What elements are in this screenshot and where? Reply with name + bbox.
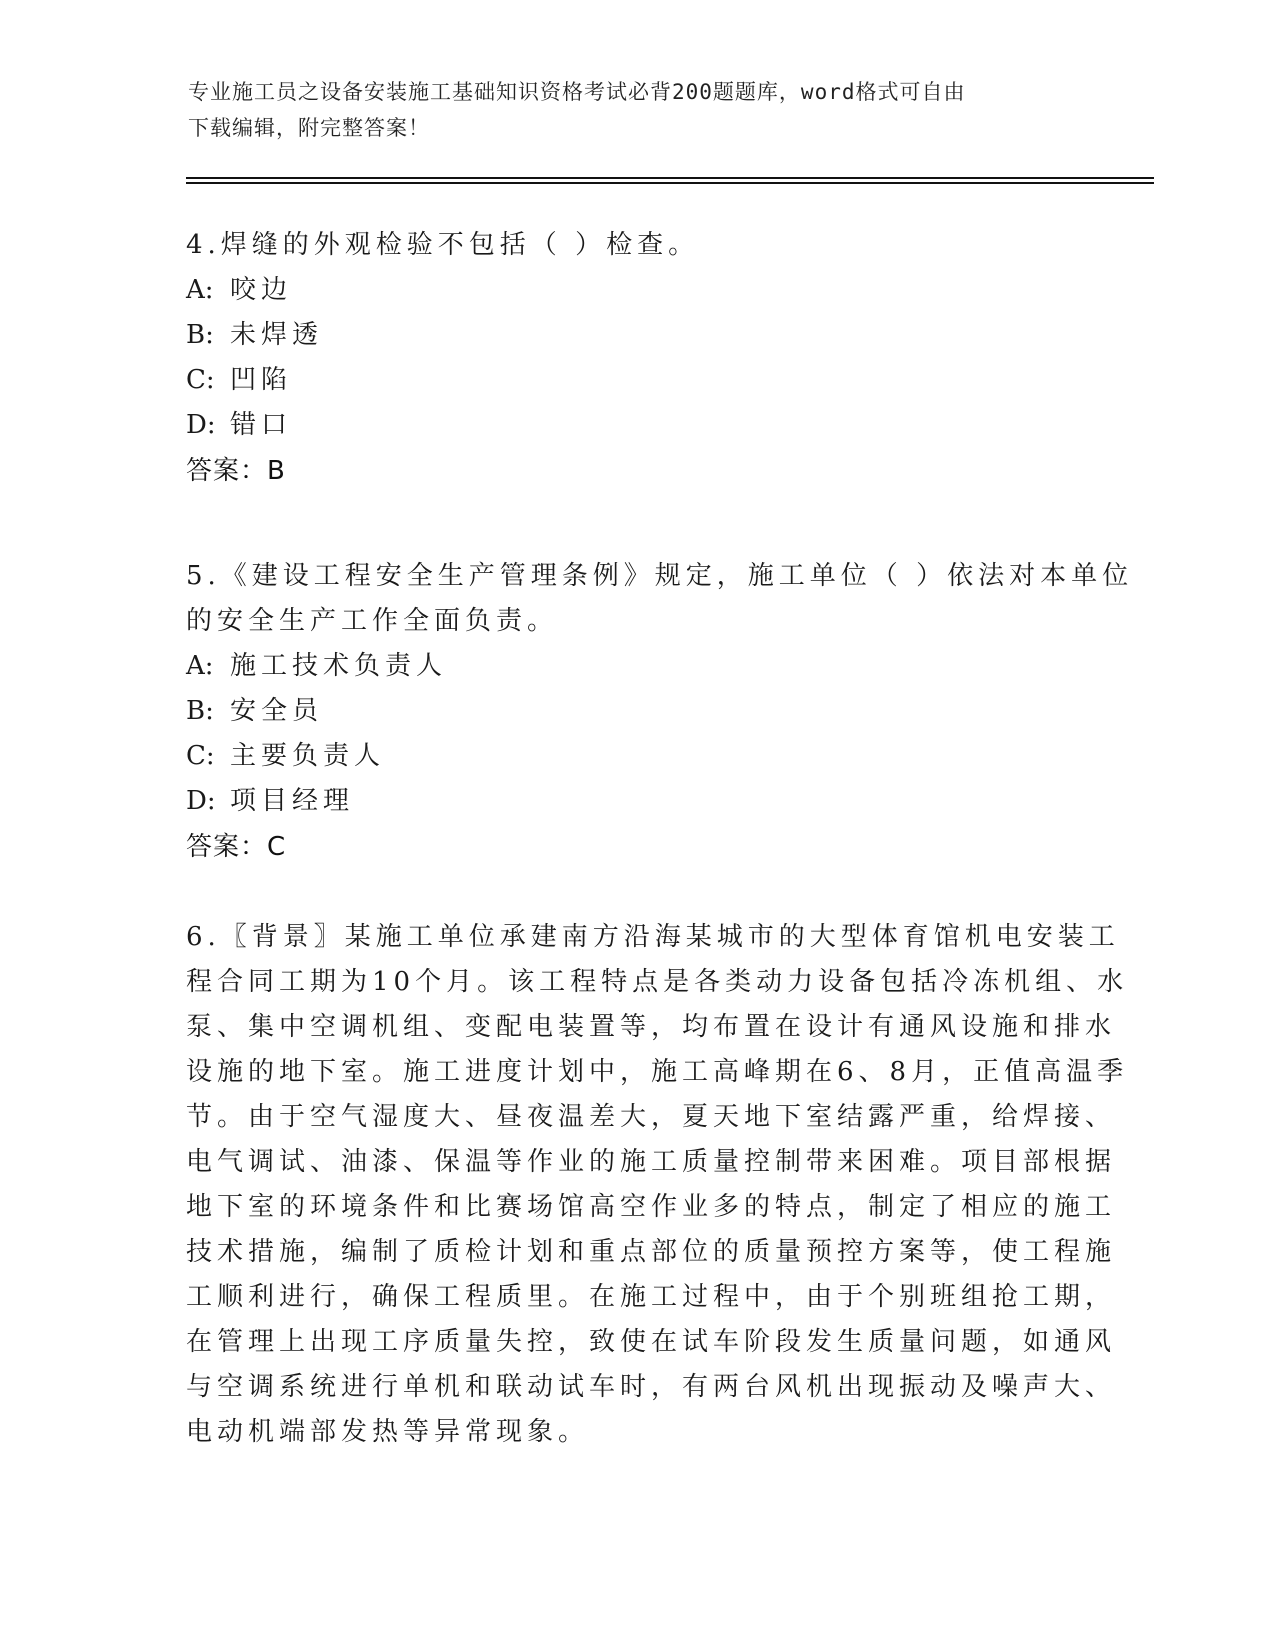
- option-text: 施工技术负责人: [230, 651, 448, 681]
- option-d: [186, 779, 1086, 824]
- option-key: D:: [186, 786, 216, 816]
- question-4: [186, 222, 1086, 494]
- paragraph-line: 电动机端部发热等异常现象。: [186, 1417, 590, 1447]
- option-key: D:: [186, 410, 216, 440]
- option-b: [186, 313, 1086, 358]
- option-key: C:: [186, 741, 215, 771]
- option-b: [186, 689, 1086, 734]
- paragraph-line: 节。由于空气湿度大、昼夜温差大，夏天地下室结露严重，给焊接、: [186, 1102, 1117, 1132]
- header-line: 专业施工员之设备安装施工基础知识资格考试必背200题题库，word格式可自由: [188, 80, 966, 104]
- paragraph-line: 工顺利进行，确保工程质里。在施工过程中，由于个别班组抢工期，: [186, 1282, 1117, 1312]
- option-key: B:: [186, 320, 214, 350]
- option-a: [186, 644, 1086, 689]
- paragraph-line: 电气调试、油漆、保温等作业的施工质量控制带来困难。项目部根据: [186, 1147, 1117, 1177]
- option-text: 项目经理: [230, 786, 355, 816]
- option-c: [186, 358, 1086, 403]
- question-5: [186, 554, 1134, 870]
- paragraph-line: 地下室的环境条件和比赛场馆高空作业多的特点，制定了相应的施工: [186, 1192, 1117, 1222]
- paragraph-line: 程合同工期为10个月。该工程特点是各类动力设备包括冷冻机组、水: [186, 967, 1129, 997]
- option-key: A:: [186, 275, 214, 305]
- option-text: 安全员: [230, 696, 324, 726]
- paragraph-line: 泵、集中空调机组、变配电装置等，均布置在设计有通风设施和排水: [186, 1012, 1117, 1042]
- paragraph-line: 6.〖背景〗某施工单位承建南方沿海某城市的大型体育馆机电安装工: [186, 922, 1120, 952]
- header-line: 下载编辑，附完整答案！: [188, 116, 430, 140]
- paragraph-line: 技术措施，编制了质检计划和重点部位的质量预控方案等，使工程施: [186, 1237, 1117, 1267]
- option-key: A:: [186, 651, 214, 681]
- option-text: 未焊透: [230, 320, 324, 350]
- question-stem: 5.《建设工程安全生产管理条例》规定，施工单位（ ）依法对本单位: [186, 561, 1134, 591]
- option-c: [186, 734, 1086, 779]
- answer-label: 答案：C: [186, 832, 287, 862]
- question-stem: 的安全生产工作全面负责。: [186, 606, 559, 636]
- question-stem: 4.焊缝的外观检验不包括（ ）检查。: [186, 230, 700, 260]
- header-divider: [186, 177, 1154, 184]
- question-6-background: [186, 915, 1129, 1455]
- paragraph-line: 在管理上出现工序质量失控，致使在试车阶段发生质量问题，如通风: [186, 1327, 1117, 1357]
- paragraph-line: 与空调系统进行单机和联动试车时，有两台风机出现振动及噪声大、: [186, 1372, 1117, 1402]
- option-text: 咬边: [230, 275, 293, 305]
- option-key: B:: [186, 696, 214, 726]
- option-a: [186, 268, 1086, 313]
- paragraph-line: 设施的地下室。施工进度计划中，施工高峰期在6、8月，正值高温季: [186, 1057, 1129, 1087]
- answer-label: 答案：B: [186, 456, 286, 486]
- option-text: 错口: [230, 410, 293, 440]
- option-text: 主要负责人: [230, 741, 386, 771]
- option-d: [186, 403, 1086, 448]
- option-key: C:: [186, 365, 215, 395]
- option-text: 凹陷: [230, 365, 293, 395]
- document-header: [188, 74, 1088, 146]
